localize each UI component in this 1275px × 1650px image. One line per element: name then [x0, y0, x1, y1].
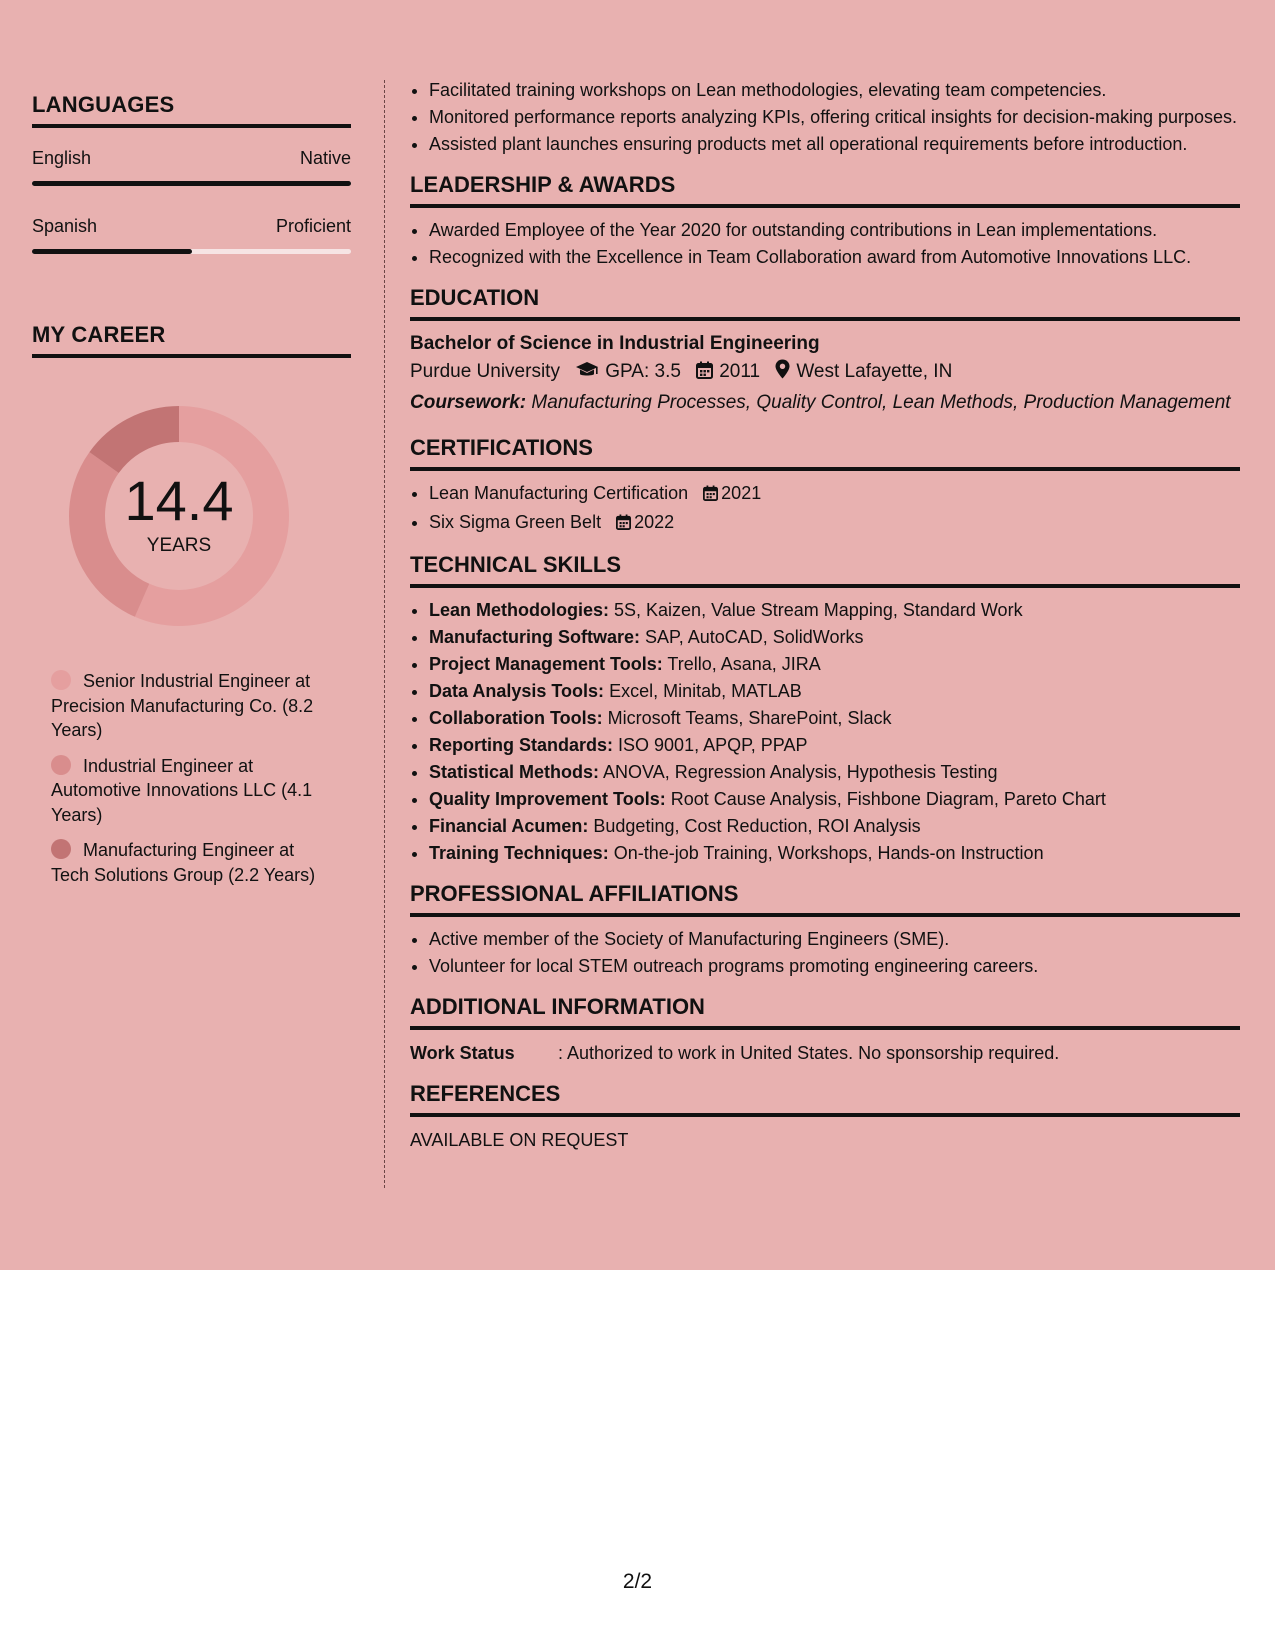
career-title: MY CAREER	[32, 322, 351, 358]
skill-value: Budgeting, Cost Reduction, ROI Analysis	[593, 816, 921, 836]
language-level: Native	[299, 148, 351, 168]
certifications-section	[410, 435, 1240, 537]
education-coursework	[410, 391, 1240, 415]
skill-item	[429, 787, 1240, 812]
experience-bullet: • Monitored performance reports analyzing KPIs, offering critical insights for decision-making purposes.	[429, 105, 1240, 130]
affiliation-item: • Active member of the Society of Manufacturing Engineers (SME).	[429, 927, 1240, 952]
map-pin-icon	[775, 359, 790, 389]
skill-value: Microsoft Teams, SharePoint, Slack	[607, 708, 892, 728]
leadership-title: LEADERSHIP & AWARDS	[410, 172, 1240, 208]
language-level: Proficient	[275, 216, 351, 236]
certification-name: Six Sigma Green Belt	[429, 512, 602, 532]
skill-item	[429, 760, 1240, 785]
skills-section	[410, 552, 1240, 866]
education-section	[410, 285, 1240, 415]
right-column	[410, 78, 1240, 1153]
certification-item	[429, 510, 1240, 537]
skill-item	[429, 841, 1240, 866]
skill-value: On-the-job Training, Workshops, Hands-on Instruction	[613, 843, 1044, 863]
skill-label: Manufacturing Software:	[429, 627, 641, 647]
skill-value: 5S, Kaizen, Value Stream Mapping, Standard Work	[614, 600, 1023, 620]
legend-label: Manufacturing Engineer at Tech Solutions Group (2.2 Years)	[51, 840, 316, 885]
calendar-icon	[696, 359, 713, 389]
education-year: 2011	[719, 361, 761, 382]
languages-title: LANGUAGES	[32, 92, 351, 128]
skill-item	[429, 706, 1240, 731]
skill-item	[429, 814, 1240, 839]
coursework-label: Coursework:	[410, 392, 527, 413]
career-legend	[51, 669, 336, 887]
skill-label: Statistical Methods:	[429, 762, 600, 782]
experience-bullet: • Assisted plant launches ensuring products met all operational requirements before introduction.	[429, 132, 1240, 157]
left-column	[32, 92, 351, 898]
leadership-item: • Awarded Employee of the Year 2020 for outstanding contributions in Lean implementations.	[429, 218, 1240, 243]
language-name: Spanish	[32, 216, 98, 236]
coursework-list: Manufacturing Processes, Quality Control, Lean Methods, Production Management	[531, 392, 1231, 413]
skill-value: Root Cause Analysis, Fishbone Diagram, Pareto Chart	[670, 789, 1106, 809]
skill-label: Collaboration Tools:	[429, 708, 603, 728]
skill-label: Financial Acumen:	[429, 816, 589, 836]
affiliations-title: PROFESSIONAL AFFILIATIONS	[410, 881, 1240, 917]
work-status-row	[410, 1040, 1240, 1066]
language-item-english	[32, 148, 351, 186]
career-legend-item	[51, 669, 336, 743]
language-level-fill	[32, 181, 351, 186]
education-school: Purdue University	[410, 361, 560, 382]
column-divider	[384, 80, 385, 1188]
language-item-spanish	[32, 216, 351, 254]
certification-name: Lean Manufacturing Certification	[429, 483, 689, 503]
references-title: REFERENCES	[410, 1081, 1240, 1117]
skill-label: Data Analysis Tools:	[429, 681, 605, 701]
skill-item	[429, 733, 1240, 758]
career-total-unit: YEARS	[146, 535, 212, 556]
skills-title: TECHNICAL SKILLS	[410, 552, 1240, 588]
skill-value: ISO 9001, APQP, PPAP	[618, 735, 808, 755]
legend-dot	[51, 839, 71, 859]
skill-item	[429, 652, 1240, 677]
language-level-bar	[32, 181, 351, 186]
skill-label: Project Management Tools:	[429, 654, 663, 674]
career-legend-item	[51, 754, 336, 828]
skill-label: Training Techniques:	[429, 843, 609, 863]
experience-bullet: • Facilitated training workshops on Lean methodologies, elevating team competencies.	[429, 78, 1240, 103]
education-meta	[410, 357, 1240, 389]
language-name: English	[32, 148, 92, 168]
work-status-value: : Authorized to work in United States. No sponsorship required.	[558, 1043, 1060, 1063]
skill-label: Quality Improvement Tools:	[429, 789, 666, 809]
skill-item	[429, 679, 1240, 704]
certification-year: 2021	[721, 483, 762, 503]
skill-value: SAP, AutoCAD, SolidWorks	[645, 627, 864, 647]
certification-item	[429, 481, 1240, 508]
leadership-section	[410, 172, 1240, 270]
education-gpa: GPA: 3.5	[605, 361, 681, 382]
references-section	[410, 1081, 1240, 1153]
skill-label: Reporting Standards:	[429, 735, 614, 755]
education-title: EDUCATION	[410, 285, 1240, 321]
skill-value: Excel, Minitab, MATLAB	[609, 681, 802, 701]
skill-value: Trello, Asana, JIRA	[667, 654, 821, 674]
career-total-years: 14.4	[124, 469, 234, 532]
page-number: 2/2	[622, 1570, 653, 1593]
affiliation-item: • Volunteer for local STEM outreach programs promoting engineering careers.	[429, 954, 1240, 979]
affiliations-section	[410, 881, 1240, 979]
experience-bullets	[410, 78, 1240, 157]
certification-year: 2022	[634, 512, 675, 532]
calendar-icon	[703, 483, 718, 508]
skill-value: ANOVA, Regression Analysis, Hypothesis Testing	[603, 762, 998, 782]
skill-item	[429, 625, 1240, 650]
legend-dot	[51, 755, 71, 775]
language-level-fill	[32, 249, 192, 254]
legend-label: Industrial Engineer at Automotive Innovations LLC (4.1 Years)	[51, 755, 313, 825]
references-text: AVAILABLE ON REQUEST	[410, 1130, 629, 1150]
legend-dot	[51, 670, 71, 690]
career-donut-chart	[64, 401, 294, 631]
calendar-icon	[616, 512, 631, 537]
language-level-bar	[32, 249, 351, 254]
certifications-title: CERTIFICATIONS	[410, 435, 1240, 471]
legend-label: Senior Industrial Engineer at Precision Manufacturing Co. (8.2 Years)	[51, 671, 314, 740]
additional-info-section	[410, 994, 1240, 1066]
skill-item	[429, 598, 1240, 623]
work-status-label: Work Status	[410, 1043, 515, 1063]
leadership-item: • Recognized with the Excellence in Team Collaboration award from Automotive Innovations LLC.	[429, 245, 1240, 270]
graduation-cap-icon	[575, 359, 599, 389]
education-degree: Bachelor of Science in Industrial Engineering	[410, 333, 820, 354]
skill-label: Lean Methodologies:	[429, 600, 609, 620]
career-legend-item	[51, 838, 336, 887]
additional-info-title: ADDITIONAL INFORMATION	[410, 994, 1240, 1030]
education-location: West Lafayette, IN	[796, 361, 953, 382]
